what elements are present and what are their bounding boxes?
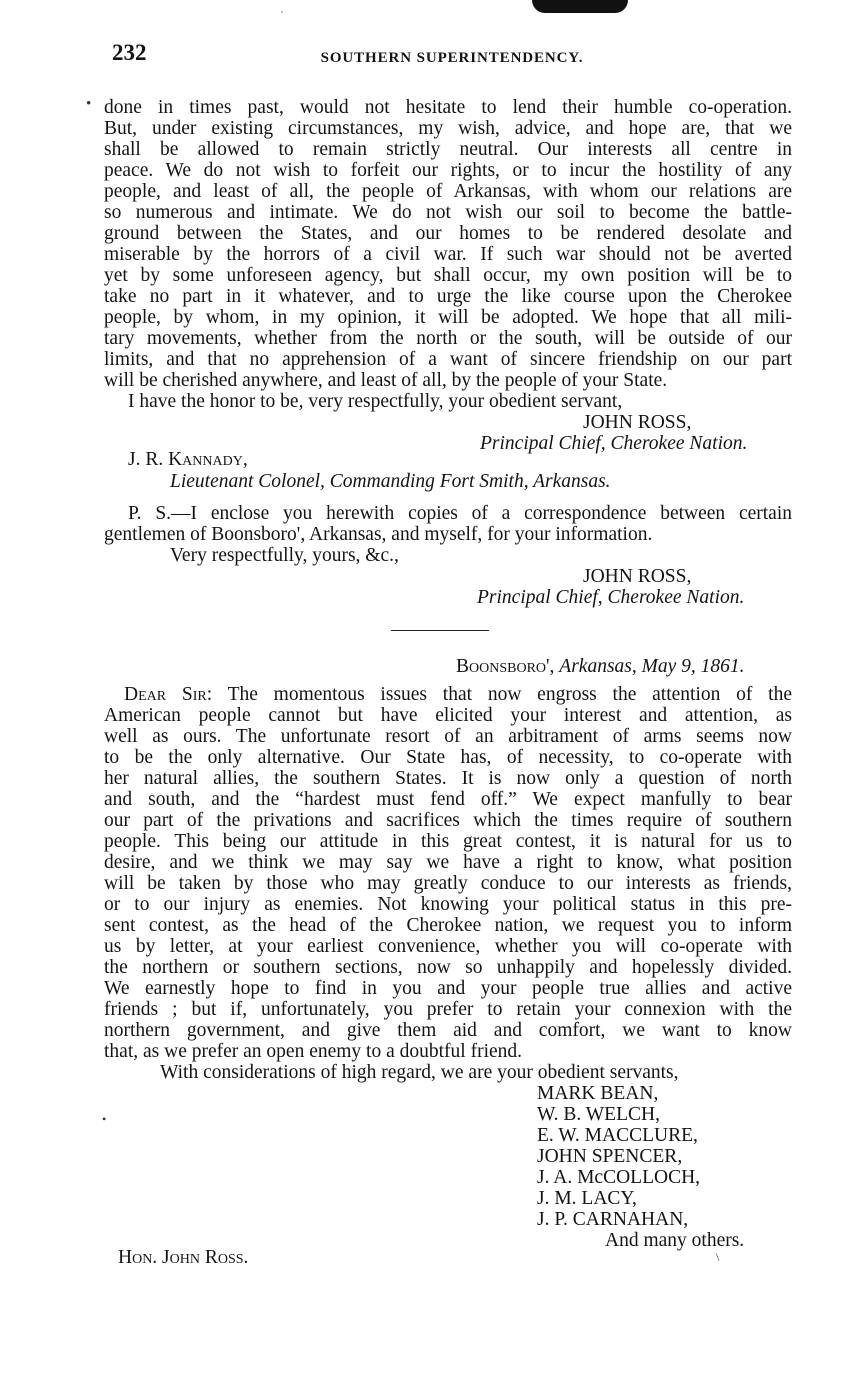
letter2-line: her natural allies, the southern States. It is now only a question of north <box>104 768 792 789</box>
stray-mark: ˙ <box>280 8 284 22</box>
signatory: J. M. LACY, <box>537 1188 637 1209</box>
letter2-dateline <box>456 656 745 677</box>
letter2-line: desire, and we think we may say we have a right to know, what position <box>104 852 792 873</box>
letter1-line: will be cherished anywhere, and least of all, by the people of your State. <box>104 370 668 391</box>
letter1-line: ground between the States, and our homes to be rendered desolate and <box>104 223 792 244</box>
ink-blot <box>532 0 628 13</box>
signatory: J. A. McCOLLOCH, <box>537 1167 701 1188</box>
letter1-signer-name: JOHN ROSS, <box>583 412 692 433</box>
letter2-line: the northern or southern sections, now so unhappily and hopelessly divided. <box>104 957 792 978</box>
letter1-line: limits, and that no apprehension of a want of sincere friendship on our part <box>104 349 792 370</box>
letter2-line: will be taken by those who may greatly conduce to our interests as friends, <box>104 873 792 894</box>
letter2-recipient: Hon. John Ross. <box>118 1247 249 1268</box>
ps-line: P. S.—I enclose you herewith copies of a correspondence between certain <box>128 503 792 524</box>
signatory-others: And many others. <box>605 1230 745 1251</box>
letter2-place: Boonsboro', <box>456 656 555 677</box>
signatory: E. W. MACCLURE, <box>537 1125 698 1146</box>
letter2-salutation: Dear Sir: <box>124 684 213 705</box>
letter1-line: done in times past, would not hesitate to lend their humble co-operation. <box>104 97 792 118</box>
letter2-line: to be the only alternative. Our State has, of necessity, to co-operate with <box>104 747 792 768</box>
letter1-line: people, and least of all, the people of Arkansas, with whom our relations are <box>104 181 792 202</box>
page-header <box>112 40 792 72</box>
letter1-signer-title: Principal Chief, Cherokee Nation. <box>480 433 748 454</box>
letter1-closing: I have the honor to be, very respectfully, your obedient servant, <box>128 391 623 412</box>
stray-mark: • <box>102 1112 107 1126</box>
letter1-addressee-name: J. R. Kannady, <box>128 449 248 470</box>
letter2-line: northern government, and give them aid and comfort, we want to know <box>104 1020 792 1041</box>
running-title: SOUTHERN SUPERINTENDENCY. <box>320 50 584 66</box>
signatory: J. P. CARNAHAN, <box>537 1209 689 1230</box>
letter1-line: shall be allowed to remain strictly neutral. Our interests all centre in <box>104 139 792 160</box>
letter2-line: or to our injury as enemies. Not knowing your political status in this pre- <box>104 894 792 915</box>
ps-signer-name: JOHN ROSS, <box>583 566 692 587</box>
letter2-line: us by letter, at your earliest convenience, whether you will co-operate with <box>104 936 792 957</box>
letter2-first-line-text: The momentous issues that now engross the attention of the <box>227 684 792 705</box>
letter1-line: tary movements, whether from the north or the south, will be outside of our <box>104 328 792 349</box>
letter1-addressee-title: Lieutenant Colonel, Commanding Fort Smith, Arkansas. <box>170 471 611 492</box>
letter2-line: friends ; but if, unfortunately, you prefer to retain your connexion with the <box>104 999 792 1020</box>
letter2-date: Arkansas, May 9, 1861. <box>559 656 745 677</box>
letter2-line: and south, and the “hardest must fend off.” We expect manfully to bear <box>104 789 792 810</box>
letter2-first-line <box>124 684 792 705</box>
ps-closing: Very respectfully, yours, &c., <box>170 545 399 566</box>
letter2-closing: With considerations of high regard, we are your obedient servants, <box>160 1062 679 1083</box>
letter2-line: American people cannot but have elicited your interest and attention, as <box>104 705 792 726</box>
section-divider <box>391 630 489 631</box>
letter1-line: peace. We do not wish to forfeit our rights, or to incur the hostility of any <box>104 160 792 181</box>
stray-mark: \ <box>716 1250 720 1264</box>
letter2-line: people. This being our attitude in this great contest, it is natural for us to <box>104 831 792 852</box>
ps-signer-title: Principal Chief, Cherokee Nation. <box>477 587 745 608</box>
letter2-line: We earnestly hope to find in you and your people true allies and active <box>104 978 792 999</box>
letter2-line: well as ours. The unfortunate resort of an arbitrament of arms seems now <box>104 726 792 747</box>
page-number: 232 <box>112 40 147 65</box>
letter2-line: sent contest, as the head of the Cherokee nation, we request you to inform <box>104 915 792 936</box>
letter1-line: miserable by the horrors of a civil war. If such war should not be averted <box>104 244 792 265</box>
signatory: JOHN SPENCER, <box>537 1146 683 1167</box>
letter2-line: that, as we prefer an open enemy to a doubtful friend. <box>104 1041 523 1062</box>
letter1-line: yet by some unforeseen agency, but shall occur, my own position will be to <box>104 265 792 286</box>
letter1-line: But, under existing circumstances, my wish, advice, and hope are, that we <box>104 118 792 139</box>
margin-mark: • <box>86 96 92 112</box>
letter1-line: take no part in it whatever, and to urge the like course upon the Cherokee <box>104 286 792 307</box>
ps-line: gentlemen of Boonsboro', Arkansas, and myself, for your information. <box>104 524 653 545</box>
letter1-line: people, by whom, in my opinion, it will be adopted. We hope that all mili- <box>104 307 792 328</box>
signatory: MARK BEAN, <box>537 1083 659 1104</box>
letter2-line: our part of the privations and sacrifices which the times require of southern <box>104 810 792 831</box>
signatory: W. B. WELCH, <box>537 1104 660 1125</box>
letter1-line: so numerous and intimate. We do not wish our soil to become the battle- <box>104 202 792 223</box>
